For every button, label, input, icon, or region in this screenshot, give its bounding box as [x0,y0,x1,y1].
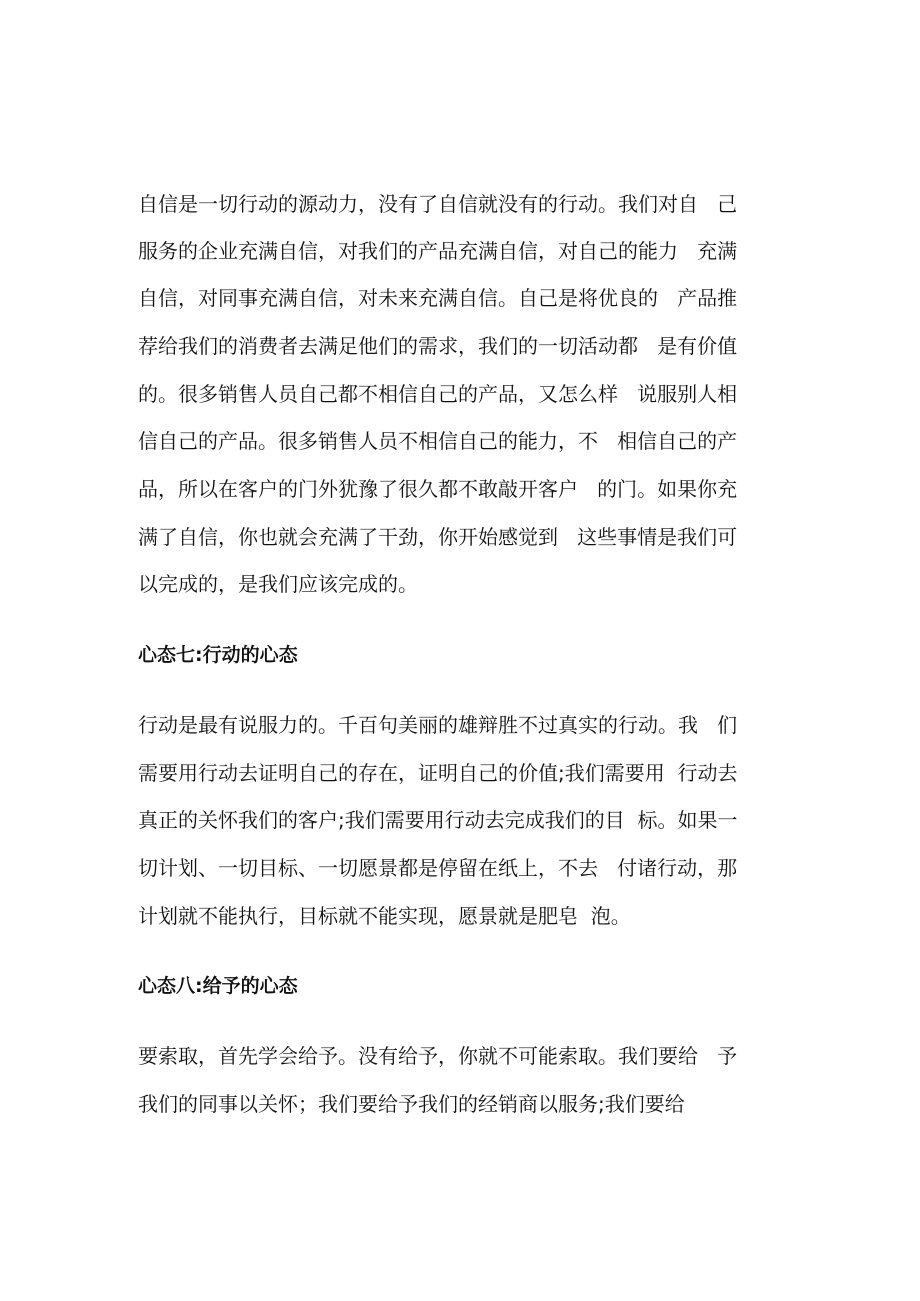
text-line: 自信，对同事充满自信，对未来充满自信。自己是将优良的 产品推 [138,286,738,310]
text-line: 以完成的，是我们应该完成的。 [138,572,418,596]
text-line: 行动是最有说服力的。千百句美丽的雄辩胜不过真实的行动。我 们 [138,713,738,737]
text-line: 需要用行动去证明自己的存在，证明自己的价值;我们需要用 行动去 [138,761,738,785]
text-line: 自信是一切行动的源动力，没有了自信就没有的行动。我们对自 己 [138,192,738,216]
section-heading-8: 心态八:给予的心态 [138,975,298,997]
section-heading-7: 心态七:行动的心态 [138,644,298,666]
text-line: 品，所以在客户的门外犹豫了很久都不敢敲开客户 的门。如果你充 [138,477,738,501]
text-line: 切计划、一切目标、一切愿景都是停留在纸上，不去 付诸行动，那 [138,856,738,880]
text-line: 信自己的产品。很多销售人员不相信自己的能力，不 相信自己的产 [138,429,738,453]
text-line: 的。很多销售人员自己都不相信自己的产品，又怎么样 说服别人相 [138,382,738,406]
text-line: 真正的关怀我们的客户;我们需要用行动去完成我们的目 标。如果一 [138,808,738,832]
text-line: 我们的同事以关怀；我们要给予我们的经销商以服务;我们要给 [138,1092,685,1116]
text-line: 要索取，首先学会给予。没有给予，你就不可能索取。我们要给 予 [138,1044,738,1068]
text-line: 计划就不能执行，目标就不能实现，愿景就是肥皂 泡。 [138,904,631,928]
text-line: 服务的企业充满自信，对我们的产品充满自信，对自己的能力 充满 [138,239,738,263]
text-line: 满了自信，你也就会充满了干劲，你开始感觉到 这些事情是我们可 [138,525,738,549]
text-line: 荐给我们的消费者去满足他们的需求，我们的一切活动都 是有价值 [138,334,738,358]
